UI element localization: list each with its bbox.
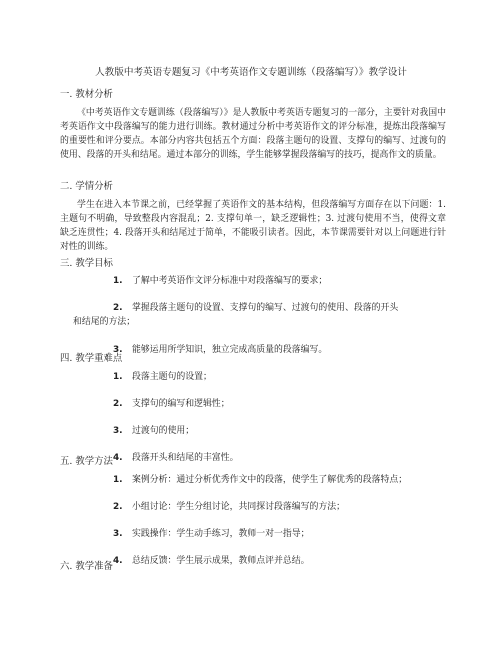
list-number: 3. [113, 345, 123, 355]
section-heading-textbook-analysis: 一. 教材分析 [60, 89, 113, 100]
list-number: 2. [113, 502, 123, 512]
list-text: 小组讨论：学生分组讨论，共同探讨段落编写的方法； [132, 502, 345, 512]
key-points-list [60, 366, 446, 474]
list-number: 3. [113, 529, 123, 539]
list-item [60, 550, 446, 577]
list-number: 4. [113, 556, 123, 566]
section-paragraph-student-analysis: 学生在进入本节课之前，已经掌握了英语作文的基本结构，但段落编写方面存在以下问题：1. 主题句不明确，导致整段内容混乱；2. 支撑句单一，缺乏逻辑性；3. 过渡句使用不当，使得文章缺乏连贯性；4. 段落开头和结尾过于简单，不能吸引读者。因此，本节课需要针对以上问题进行针对性的训练。 [60, 200, 446, 252]
list-item [60, 523, 446, 550]
list-item [60, 270, 446, 297]
list-text: 实践操作：学生动手练习，教师一对一指导； [132, 529, 310, 539]
list-text: 段落开头和结尾的丰富性。 [132, 453, 239, 463]
list-text: 能够运用所学知识，独立完成高质量的段落编写。 [132, 345, 328, 355]
section-heading-teaching-methods: 五. 教学方法 [60, 456, 113, 467]
list-number: 3. [113, 426, 123, 436]
section-heading-teaching-preparation: 六. 教学准备 [60, 561, 113, 572]
list-text: 支撑句的编写和逻辑性； [132, 399, 230, 409]
list-text: 段落主题句的设置； [132, 372, 212, 382]
list-text: 了解中考英语作文评分标准中对段落编写的要求； [132, 276, 328, 286]
list-item [60, 496, 446, 523]
list-item [60, 393, 446, 420]
list-item [60, 469, 446, 496]
list-text: 总结反馈：学生展示成果，教师点评并总结。 [132, 556, 310, 566]
section-heading-student-analysis: 二. 学情分析 [60, 181, 113, 192]
list-text-continued: 和结尾的方法； [73, 317, 136, 327]
list-number: 1. [113, 372, 123, 382]
list-text: 掌握段落主题句的设置、支撑句的编写、过渡句的使用、段落的开头 [132, 303, 399, 313]
section-paragraph-textbook-analysis: 《中考英语作文专题训练（段落编写）》是人教版中考英语专题复习的一部分，主要针对我国中考英语作文中段落编写的能力进行训练。教材通过分析中考英语作文的评分标准，提炼出段落编写的重要性和评分要点。本部分内容共包括五个方面：段落主题句的设置、支撑句的编写、过渡句的使用、段落的开头和结尾。通过本部分的训练，学生能够掌握段落编写的技巧，提高作文的质量。 [60, 108, 446, 160]
section-heading-key-points: 四. 教学重难点 [60, 353, 123, 364]
list-item [60, 366, 446, 393]
list-number: 2. [113, 303, 123, 313]
list-item [60, 420, 446, 447]
document-title: 人教版中考英语专题复习《中考英语作文专题训练（段落编写）》教学设计 [95, 67, 407, 78]
list-number: 2. [113, 399, 123, 409]
list-number: 1. [113, 475, 123, 485]
list-item [60, 297, 446, 339]
teaching-methods-list [60, 469, 446, 577]
section-heading-teaching-goals: 三. 教学目标 [60, 258, 113, 269]
list-number: 4. [113, 453, 123, 463]
list-text: 过渡句的使用； [132, 426, 195, 436]
list-text: 案例分析：通过分析优秀作文中的段落，使学生了解优秀的段落特点； [132, 475, 408, 485]
list-number: 1. [113, 276, 123, 286]
